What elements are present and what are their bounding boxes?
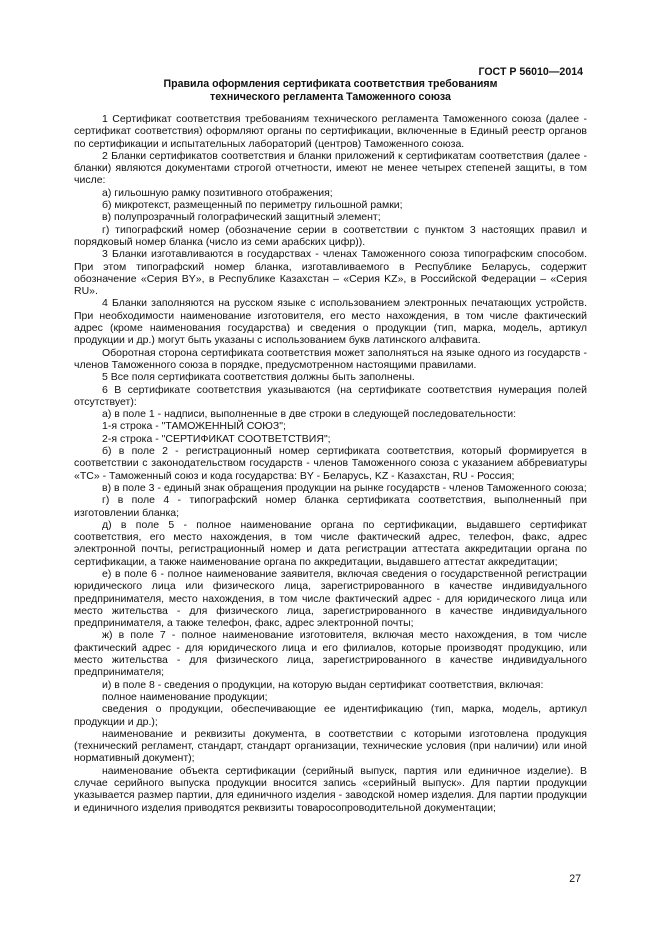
list-item: в) полупрозрачный голографический защитный элемент;	[102, 211, 381, 224]
list-item: в) в поле 3 - единый знак обращения продукции на рынке государств - членов Таможенного союза;	[102, 481, 587, 494]
section-title-line-1: Правила оформления сертификата соответствия требованиям	[163, 78, 498, 90]
list-item: г) в поле 4 - типографский номер бланка сертификата соответствия, выполненный при изготовлении бланка;	[74, 494, 587, 519]
list-item: 1-я строка - "ТАМОЖЕННЫЙ СОЮЗ";	[102, 420, 286, 433]
paragraph: 6 В сертификате соответствия указываются (на сертификате соответствия нумерация полей отсутствует):	[74, 383, 587, 408]
paragraph: 2 Бланки сертификатов соответствия и бланки приложений к сертификатам соответствия (далее - бланки) являются документами строгой отчетности, имеют не менее четырех степеней защиты, в том числе:	[74, 149, 587, 187]
list-item: г) типографский номер (обозначение серии в соответствии с пунктом 3 настоящих правил и порядковый номер бланка (число из семи арабских цифр)).	[74, 223, 587, 248]
document-body	[74, 113, 587, 814]
paragraph: 3 Бланки изготавливаются в государствах - членах Таможенного союза типографским способом. При этом типографский номер бланка, изготавливаемого в Республике Беларусь, содержит обозначение «Серия BY», в Республике Казахстан – «Серия KZ», в Российской Федерации – «Серия RU».	[74, 248, 587, 298]
paragraph: 5 Все поля сертификата соответствия должны быть заполнены.	[102, 371, 415, 384]
page-number: 27	[569, 873, 581, 885]
list-item: ж) в поле 7 - полное наименование изготовителя, включая место нахождения, в том числе фактический адрес - для юридического лица и его филиалов, которые производят продукцию, или место жительства - для физического лица, зарегистрированного в качестве индивидуального предпринимателя;	[74, 629, 587, 679]
section-title	[74, 78, 587, 104]
list-item: б) в поле 2 - регистрационный номер сертификата соответствия, который формируется в соответствии с законодательством государств - членов Таможенного союза с указанием аббревиатуры «ТС» - Таможенный союз и кода государства: BY - Беларусь, KZ - Казахстан, RU - Россия;	[74, 445, 587, 482]
list-item: наименование объекта сертификации (серийный выпуск, партия или единичное изделие). В случае серийного выпуска продукции вносится запись «серийный выпуск». Для партии продукции указывается размер партии, для единичного изделия - заводской номер изделия. Для партии продукции и единичного изделия приводятся реквизиты товаросопроводительной документации;	[74, 764, 587, 814]
list-item: и) в поле 8 - сведения о продукции, на которую выдан сертификат соответствия, включая:	[102, 678, 544, 691]
list-item: б) микротекст, размещенный по периметру гильошной рамки;	[102, 199, 403, 212]
list-item: д) в поле 5 - полное наименование органа по сертификации, выдавшего сертификат соответствия, его место нахождения, в том числе фактический адрес, телефон, факс, адрес электронной почты, регистрационный номер и дата регистрации аттестата аккредитации органа по сертификации, а также наименование органа по аккредитации, выдавшего аттестат аккредитации;	[74, 518, 587, 568]
list-item: сведения о продукции, обеспечивающие ее идентификацию (тип, марка, модель, артикул продукции и др.);	[74, 703, 587, 728]
standard-code: ГОСТ Р 56010—2014	[478, 66, 583, 78]
paragraph: 1 Сертификат соответствия требованиям технического регламента Таможенного союза (далее - сертификат соответствия) оформляют органы по сертификации, включенные в Единый реестр органов по сертификации и испытательных лабораторий (центров) Таможенного союза.	[74, 113, 587, 150]
list-item: е) в поле 6 - полное наименование заявителя, включая сведения о государственной регистрации юридического лица или физического лица, зарегистрированного в качестве индивидуального предпринимателя, место нахождения, в том числе фактический адрес - для юридического лица или место жительства - для физического лица, зарегистрированного в качестве индивидуального предпринимателя, а также телефон, факс, адрес электронной почты;	[74, 567, 587, 630]
paragraph: Оборотная сторона сертификата соответствия может заполняться на языке одного из государств - членов Таможенного союза в порядке, предусмотренном настоящими правилами.	[74, 346, 587, 371]
list-item: а) в поле 1 - надписи, выполненные в две строки в следующей последовательности:	[102, 408, 517, 421]
list-item: а) гильошную рамку позитивного отображения;	[102, 186, 333, 199]
list-item: наименование и реквизиты документа, в соответствии с которыми изготовлена продукция (технический регламент, стандарт, стандарт организации, технические условия (при наличии) или иной нормативный документ);	[74, 727, 587, 765]
list-item: 2-я строка - "СЕРТИФИКАТ СООТВЕТСТВИЯ";	[102, 432, 331, 445]
paragraph: 4 Бланки заполняются на русском языке с использованием электронных печатающих устройств. При необходимости наименование изготовителя, его место нахождения, в том числе фактический адрес (кроме наименования государства) и сведения о продукции (тип, марка, модель, артикул продукции и др.) могут быть указаны с использованием букв латинского алфавита.	[74, 297, 587, 347]
section-title-line-2: технического регламента Таможенного союза	[210, 91, 451, 103]
list-item: полное наименование продукции;	[102, 690, 268, 703]
